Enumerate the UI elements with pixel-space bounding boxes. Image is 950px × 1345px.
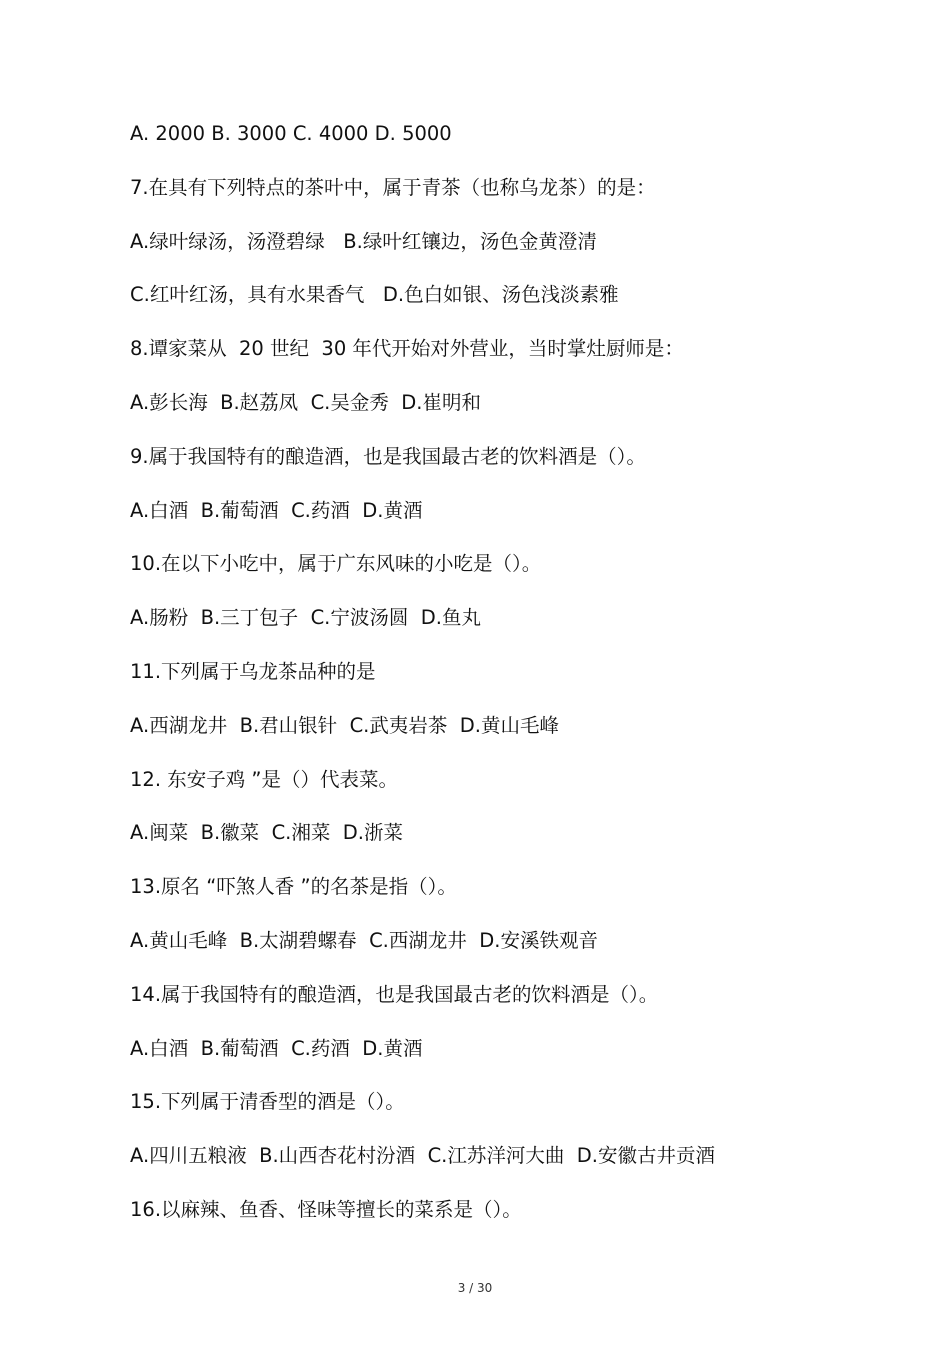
text-line: A.白酒 B.葡萄酒 C.药酒 D.黄酒 <box>130 498 423 522</box>
text-line: A.黄山毛峰 B.太湖碧螺春 C.西湖龙井 D.安溪铁观音 <box>130 928 598 952</box>
text-line: 12. 东安子鸡 ”是（）代表菜。 <box>130 767 399 791</box>
question-list <box>130 118 910 1248</box>
text-line: 11.下列属于乌龙茶品种的是 <box>130 659 376 683</box>
text-line: A.白酒 B.葡萄酒 C.药酒 D.黄酒 <box>130 1036 423 1060</box>
text-line: 16.以麻辣、鱼香、怪味等擅长的菜系是（）。 <box>130 1197 522 1221</box>
text-line: 13.原名 “吓煞人香 ”的名茶是指（）。 <box>130 875 457 899</box>
text-line: 10.在以下小吃中，属于广东风味的小吃是（）。 <box>130 552 542 576</box>
text-line: 7.在具有下列特点的茶叶中，属于青茶（也称乌龙茶）的是： <box>130 175 656 199</box>
text-line: A.闽菜 B.徽菜 C.湘菜 D.浙菜 <box>130 821 403 845</box>
text-line: 8.谭家菜从 20 世纪 30 年代开始对外营业，当时掌灶厨师是： <box>130 337 684 361</box>
text-line: 9.属于我国特有的酿造酒，也是我国最古老的饮料酒是（）。 <box>130 444 646 468</box>
text-line: 14.属于我国特有的酿造酒，也是我国最古老的饮料酒是（）。 <box>130 982 659 1006</box>
text-line: 15.下列属于清香型的酒是（）。 <box>130 1090 405 1114</box>
text-line: A.西湖龙井 B.君山银针 C.武夷岩茶 D.黄山毛峰 <box>130 713 559 737</box>
text-line: A. 2000 B. 3000 C. 4000 D. 5000 <box>130 122 452 145</box>
text-line: A.肠粉 B.三丁包子 C.宁波汤圆 D.鱼丸 <box>130 606 481 630</box>
text-line: A.绿叶绿汤，汤澄碧绿 B.绿叶红镶边，汤色金黄澄清 <box>130 229 597 253</box>
text-line: C.红叶红汤，具有水果香气 D.色白如银、汤色浅淡素雅 <box>130 283 619 307</box>
page-number: 3 / 30 <box>457 1281 493 1295</box>
text-line: A.四川五粮液 B.山西杏花村汾酒 C.江苏洋河大曲 D.安徽古井贡酒 <box>130 1144 715 1168</box>
text-line: A.彭长海 B.赵荔凤 C.吴金秀 D.崔明和 <box>130 390 481 414</box>
